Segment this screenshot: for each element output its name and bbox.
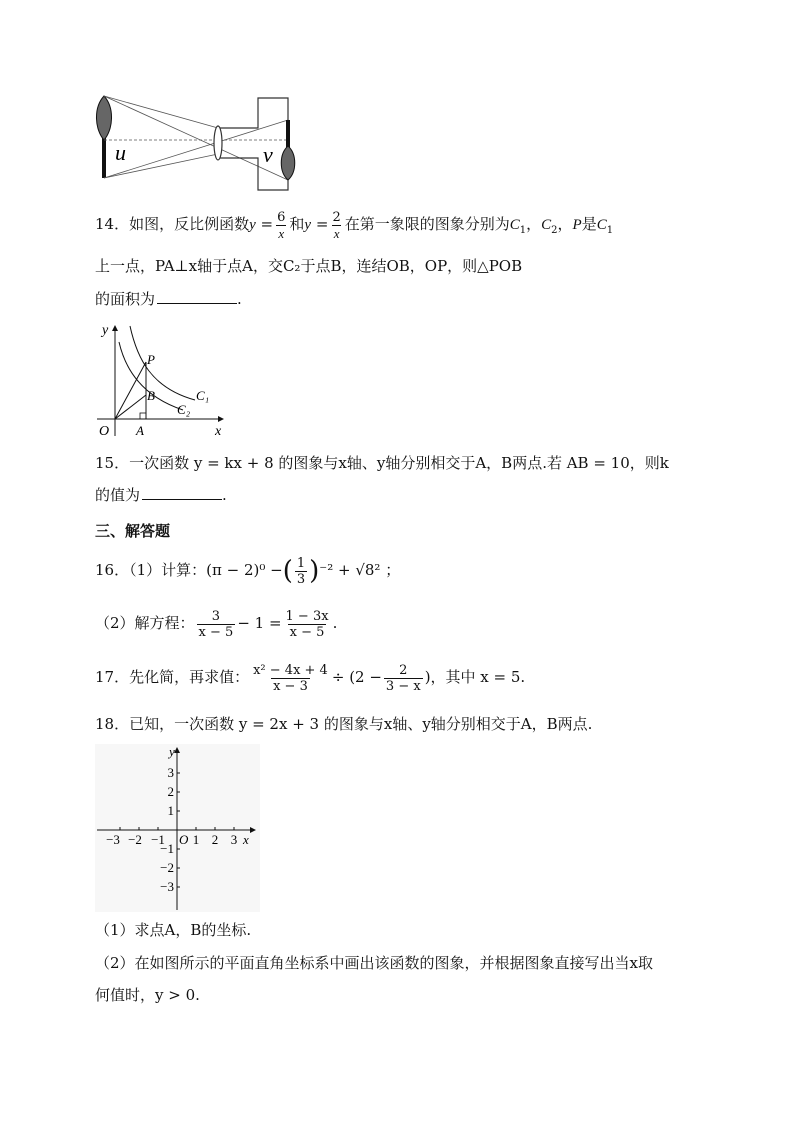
u-label: u [115, 140, 126, 165]
svg-text:x: x [243, 832, 249, 847]
q16-fraction: $\frac{1}{3}$ [296, 555, 306, 587]
lens-figure [95, 92, 300, 194]
svg-text:−1: −1 [151, 832, 165, 847]
q14-line1: 14．如图，反比例函数y = $\frac{6}{x}$ 和y = $\frac{2}{x}$ 在第一象限的图象分别为$C_1$，$C_2$，P是$C_1$ [95, 209, 614, 241]
q14-line2: 上一点，PA⊥x轴于点A，交C₂于点B，连结OB，OP，则△POB [95, 257, 523, 275]
q18-line1: 18．已知，一次函数 y = 2x + 3 的图象与x轴、y轴分别相交于A，B两点. [95, 715, 593, 733]
svg-text:−2: −2 [160, 860, 174, 875]
curve-c1-label: C₁ [196, 388, 210, 403]
q18-part1: （1）求点A，B的坐标. [95, 921, 252, 939]
svg-text:1: 1 [192, 832, 200, 847]
q15-line1: 15．一次函数 y = kx + 8 的图象与x轴、y轴分别相交于A，B两点.若 AB = 10，则k [95, 454, 669, 472]
q18-part2-line2: 何值时，y > 0. [95, 986, 200, 1004]
y-axis-label: y [102, 323, 109, 338]
section-title: 三、解答题 [95, 522, 171, 540]
q14-graph [95, 318, 230, 440]
svg-text:−1: −1 [160, 841, 174, 856]
svg-text:−2: −2 [128, 832, 142, 847]
q15-line2: 的值为 . [95, 486, 227, 504]
q17-line: 17．先化简，再求值： $\frac{\text{x² − 4x + 4}}{x - 3}$ ÷ (2 − $\frac{2}{3 - x}$ )，其中 x = 5. [95, 662, 526, 694]
q14-line3: 的面积为 . [95, 290, 242, 308]
point-b-label: B [147, 388, 155, 403]
q16-line2: （2）解方程： $\frac{3}{x - 5}$ − 1 = $\frac{1 - 3x}{x - 5}$ . [95, 608, 338, 640]
svg-text:3: 3 [230, 832, 238, 847]
q14-number: 14． [95, 215, 130, 233]
q14-fraction-2x: $\frac{2}{x}$ [332, 209, 341, 241]
svg-text:2: 2 [211, 832, 219, 847]
q14-text-c: 在第一象限的图象分别为 [344, 215, 510, 233]
q14-answer-blank[interactable] [157, 289, 237, 304]
svg-text:1: 1 [167, 803, 174, 818]
svg-text:−3: −3 [106, 832, 120, 847]
q16-line1: 16．（1）计算：(π − 2)⁰ −( $\frac{1}{3}$ )⁻² + √8² ； [95, 555, 401, 587]
x-axis-label: x [215, 424, 222, 439]
svg-text:3: 3 [167, 765, 174, 780]
curve-c2-label: C₂ [177, 402, 191, 417]
point-a-label: A [136, 423, 144, 438]
svg-text:−3: −3 [160, 879, 174, 894]
q18-coordinate-grid [95, 744, 260, 912]
q14-fraction-6x: $\frac{6}{x}$ [277, 209, 286, 241]
svg-text:y: y [169, 744, 175, 759]
svg-text:O: O [179, 832, 189, 847]
q14-text-a: 如图，反比例函数 [129, 215, 250, 233]
point-p-label: P [147, 352, 155, 367]
v-label: v [263, 142, 273, 167]
q15-answer-blank[interactable] [142, 485, 222, 500]
q18-part2-line1: （2）在如图所示的平面直角坐标系中画出该函数的图象，并根据图象直接写出当x取 [95, 954, 654, 972]
q14-text-b: 和 [289, 215, 305, 233]
origin-label: O [99, 424, 110, 439]
svg-text:2: 2 [167, 784, 174, 799]
